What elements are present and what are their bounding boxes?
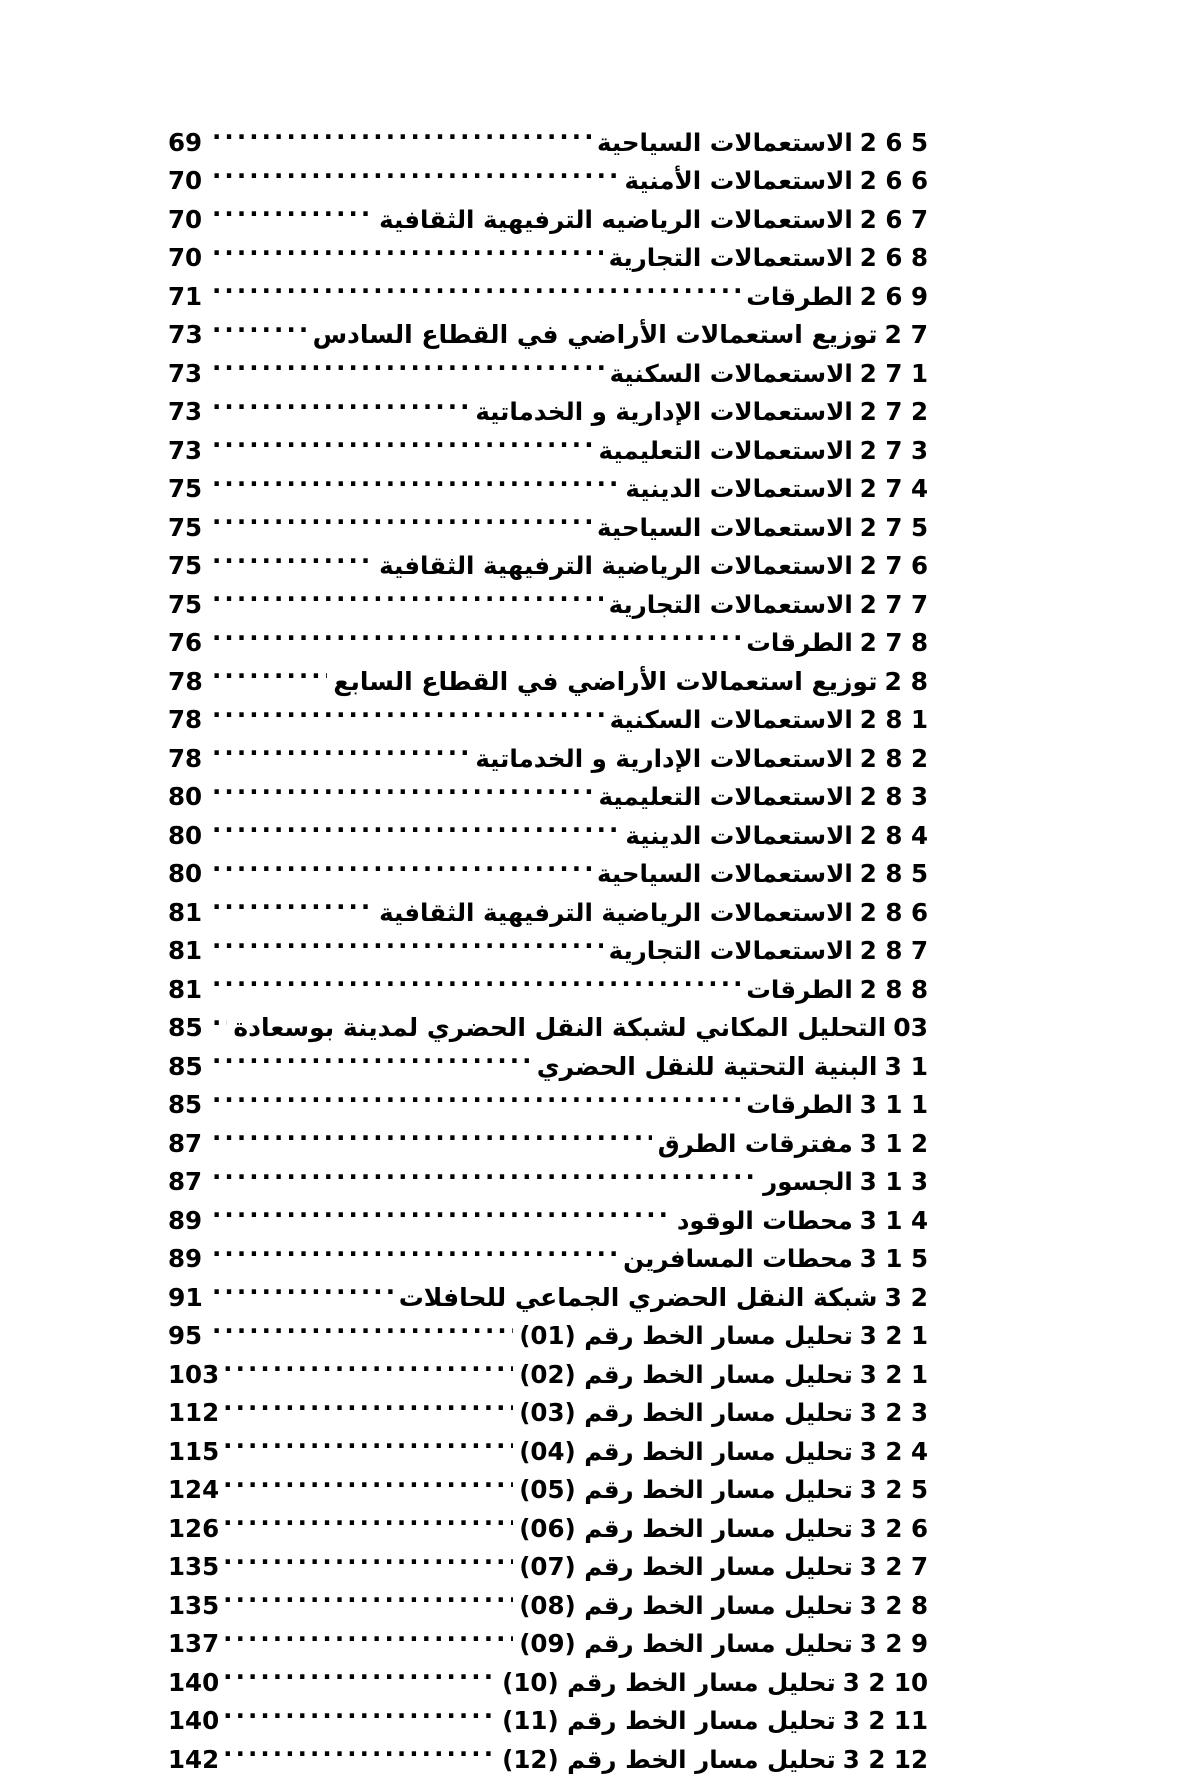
toc-leader-dots xyxy=(223,1575,513,1614)
toc-leader-dots xyxy=(212,151,619,190)
toc-leader-dots xyxy=(212,1075,740,1114)
toc-leader-dots xyxy=(223,1691,496,1730)
toc-leader-dots xyxy=(212,1267,393,1306)
toc-entry-title: الاستعمالات الإدارية و الخدماتية xyxy=(469,740,852,779)
toc-entry-title: الاستعمالات الرياضيه الترفيهية الثقافية xyxy=(373,201,853,240)
toc-entry-title: الطرقات xyxy=(740,971,853,1010)
toc-leader-dots xyxy=(212,266,740,305)
toc-entry-number: 2 8 6 xyxy=(853,894,928,933)
toc-entry-page-number: 95 xyxy=(168,1317,212,1356)
toc-leader-dots xyxy=(212,1036,531,1075)
toc-leader-dots xyxy=(212,382,469,421)
toc-entry-number: 2 7 6 xyxy=(853,547,928,586)
toc-entry-number: 3 2 1 xyxy=(853,1317,928,1356)
toc-entry-number: 3 2 10 xyxy=(836,1664,928,1703)
toc-entry-page-number: 87 xyxy=(168,1163,212,1202)
toc-entry-title: الاستعمالات السياحية xyxy=(591,124,853,163)
toc-entry-title: توزيع استعمالات الأراضي في القطاع السابع xyxy=(327,663,877,702)
toc-entry-number: 2 7 xyxy=(878,316,929,355)
toc-entry-title: تحليل مسار الخط رقم (08) xyxy=(513,1587,853,1626)
toc-entry-number: 3 2 8 xyxy=(853,1587,928,1626)
toc-entry-number: 2 8 7 xyxy=(853,932,928,971)
toc-entry-number: 2 6 6 xyxy=(853,162,928,201)
toc-entry-title: الجسور xyxy=(757,1163,853,1202)
toc-entry-page-number: 76 xyxy=(168,624,212,663)
toc-entry-page-number: 78 xyxy=(168,663,212,702)
toc-entry-page-number: 103 xyxy=(168,1356,223,1395)
toc-entry-number: 3 1 4 xyxy=(853,1202,928,1241)
toc-leader-dots xyxy=(223,1537,513,1576)
toc-entry-number: 2 6 8 xyxy=(853,239,928,278)
toc-entry-number: 2 6 5 xyxy=(853,124,928,163)
toc-leader-dots xyxy=(223,1498,513,1537)
toc-leader-dots xyxy=(223,1614,513,1653)
toc-entry-number: 2 8 5 xyxy=(853,855,928,894)
toc-entry-title: شبكة النقل الحضري الجماعي للحافلات xyxy=(393,1279,878,1318)
toc-entry-number: 2 6 9 xyxy=(853,278,928,317)
toc-entry[interactable] xyxy=(168,112,928,151)
toc-entry-title: تحليل مسار الخط رقم (09) xyxy=(513,1625,853,1664)
toc-leader-dots xyxy=(212,112,591,151)
toc-entry-page-number: 81 xyxy=(168,894,212,933)
toc-entry-number: 3 2 7 xyxy=(853,1548,928,1587)
toc-entry-number: 3 1 1 xyxy=(853,1086,928,1125)
toc-entry-page-number: 75 xyxy=(168,586,212,625)
toc-entry-number: 3 1 3 xyxy=(853,1163,928,1202)
toc-leader-dots xyxy=(212,343,604,382)
toc-leader-dots xyxy=(212,998,227,1037)
toc-entry-number: 2 7 5 xyxy=(853,509,928,548)
toc-entry-page-number: 135 xyxy=(168,1548,223,1587)
toc-leader-dots xyxy=(212,690,604,729)
toc-entry-number: 2 8 2 xyxy=(853,740,928,779)
toc-entry-page-number: 112 xyxy=(168,1394,223,1433)
toc-entry-number: 3 1 xyxy=(878,1048,929,1087)
toc-entry-number: 2 7 8 xyxy=(853,624,928,663)
toc-entry-page-number: 115 xyxy=(168,1433,223,1472)
toc-entry-page-number: 78 xyxy=(168,701,212,740)
toc-entry-number: 2 8 4 xyxy=(853,817,928,856)
toc-entry-number: 2 8 3 xyxy=(853,778,928,817)
toc-entry-page-number: 71 xyxy=(168,278,212,317)
toc-entry-title: تحليل مسار الخط رقم (03) xyxy=(513,1394,853,1433)
toc-leader-dots xyxy=(212,228,603,267)
toc-entry-number: 2 7 7 xyxy=(853,586,928,625)
toc-leader-dots xyxy=(212,882,373,921)
toc-entry-page-number: 140 xyxy=(168,1664,223,1703)
toc-entry-page-number: 80 xyxy=(168,817,212,856)
toc-entry-title: الاستعمالات الدينية xyxy=(619,470,852,509)
toc-entry-number: 03 xyxy=(886,1009,928,1048)
toc-entry-title: الاستعمالات الرياضية الترفيهية الثقافية xyxy=(373,894,853,933)
toc-leader-dots xyxy=(212,1306,513,1345)
toc-entry-title: الطرقات xyxy=(740,624,853,663)
toc-leader-dots xyxy=(223,1421,513,1460)
toc-leader-dots xyxy=(212,536,373,575)
toc-entry-number: 3 2 xyxy=(878,1279,929,1318)
toc-entry-page-number: 73 xyxy=(168,316,212,355)
toc-entry-number: 3 1 2 xyxy=(853,1125,928,1164)
toc-leader-dots xyxy=(212,574,603,613)
toc-entry-title: الطرقات xyxy=(740,278,853,317)
toc-entry-title: الاستعمالات السكنية xyxy=(604,701,853,740)
toc-leader-dots xyxy=(212,459,619,498)
toc-entry-page-number: 137 xyxy=(168,1625,223,1664)
toc-entry-title: الاستعمالات الدينية xyxy=(619,817,852,856)
toc-entry-title: الاستعمالات الإدارية و الخدماتية xyxy=(469,393,852,432)
toc-entry-number: 3 2 6 xyxy=(853,1510,928,1549)
toc-entry-number: 3 1 5 xyxy=(853,1240,928,1279)
toc-entry-page-number: 75 xyxy=(168,470,212,509)
toc-entry-number: 2 8 xyxy=(878,663,929,702)
toc-entry-page-number: 85 xyxy=(168,1048,212,1087)
toc-entry-number: 3 2 5 xyxy=(853,1471,928,1510)
toc-entry-page-number: 73 xyxy=(168,393,212,432)
toc-leader-dots xyxy=(223,1729,496,1768)
toc-entry-page-number: 89 xyxy=(168,1202,212,1241)
toc-entry-page-number: 85 xyxy=(168,1086,212,1125)
toc-leader-dots xyxy=(223,1460,513,1499)
toc-leader-dots xyxy=(212,651,327,690)
toc-entry-title: تحليل مسار الخط رقم (06) xyxy=(513,1510,853,1549)
toc-entry-page-number: 73 xyxy=(168,432,212,471)
toc-entry-title: الاستعمالات السياحية xyxy=(591,855,853,894)
toc-leader-dots xyxy=(212,1152,757,1191)
toc-entry-page-number: 85 xyxy=(168,1009,212,1048)
toc-entry-page-number: 126 xyxy=(168,1510,223,1549)
toc-entry-title: الاستعمالات التعليمية xyxy=(593,432,853,471)
toc-entry-page-number: 73 xyxy=(168,355,212,394)
toc-entry-page-number: 124 xyxy=(168,1471,223,1510)
toc-entry-number: 3 2 11 xyxy=(836,1702,928,1741)
toc-entry-number: 3 2 4 xyxy=(853,1433,928,1472)
toc-entry-title: الاستعمالات الرياضية الترفيهية الثقافية xyxy=(373,547,853,586)
toc-entry-page-number: 70 xyxy=(168,162,212,201)
toc-entry-number: 3 2 12 xyxy=(836,1741,928,1779)
toc-leader-dots xyxy=(212,497,591,536)
toc-entry-title: التحليل المكاني لشبكة النقل الحضري لمدينة بوسعادة xyxy=(227,1009,886,1048)
toc-leader-dots xyxy=(212,805,619,844)
toc-entry-page-number: 80 xyxy=(168,778,212,817)
toc-entry-number: 2 7 2 xyxy=(853,393,928,432)
toc-entry-page-number: 135 xyxy=(168,1587,223,1626)
table-of-contents xyxy=(168,112,928,1768)
toc-entry-number: 3 2 1 xyxy=(853,1356,928,1395)
toc-leader-dots xyxy=(212,1229,617,1268)
toc-entry-title: الاستعمالات السكنية xyxy=(604,355,853,394)
toc-leader-dots xyxy=(212,189,373,228)
toc-entry-title: الطرقات xyxy=(740,1086,853,1125)
toc-entry-page-number: 91 xyxy=(168,1279,212,1318)
toc-entry-page-number: 75 xyxy=(168,547,212,586)
toc-entry-title: تحليل مسار الخط رقم (12) xyxy=(496,1741,836,1779)
toc-entry-page-number: 69 xyxy=(168,124,212,163)
toc-entry-title: تحليل مسار الخط رقم (10) xyxy=(496,1664,836,1703)
toc-entry-page-number: 140 xyxy=(168,1702,223,1741)
toc-entry-title: تحليل مسار الخط رقم (04) xyxy=(513,1433,853,1472)
toc-entry-page-number: 89 xyxy=(168,1240,212,1279)
toc-entry-page-number: 81 xyxy=(168,932,212,971)
toc-entry-title: توزيع استعمالات الأراضي في القطاع السادس xyxy=(307,316,878,355)
toc-leader-dots xyxy=(223,1344,513,1383)
toc-leader-dots xyxy=(212,844,591,883)
toc-entry-number: 2 7 3 xyxy=(853,432,928,471)
toc-entry-number: 2 8 1 xyxy=(853,701,928,740)
toc-entry-title: تحليل مسار الخط رقم (07) xyxy=(513,1548,853,1587)
toc-entry-page-number: 142 xyxy=(168,1741,223,1779)
toc-leader-dots xyxy=(212,767,593,806)
toc-entry-number: 3 2 3 xyxy=(853,1394,928,1433)
toc-leader-dots xyxy=(212,959,740,998)
toc-leader-dots xyxy=(212,613,740,652)
toc-entry-title: تحليل مسار الخط رقم (01) xyxy=(513,1317,853,1356)
toc-entry-number: 3 2 9 xyxy=(853,1625,928,1664)
toc-entry-title: البنية التحتية للنقل الحضري xyxy=(531,1048,878,1087)
toc-leader-dots xyxy=(212,728,469,767)
toc-entry-title: الاستعمالات التجارية xyxy=(603,932,853,971)
toc-entry-title: محطات الوقود xyxy=(671,1202,853,1241)
toc-entry-page-number: 70 xyxy=(168,239,212,278)
toc-entry-page-number: 81 xyxy=(168,971,212,1010)
toc-entry-number: 2 7 1 xyxy=(853,355,928,394)
toc-entry-title: محطات المسافرين xyxy=(617,1240,853,1279)
toc-leader-dots xyxy=(212,420,593,459)
toc-leader-dots xyxy=(223,1652,496,1691)
toc-entry-number: 2 7 4 xyxy=(853,470,928,509)
toc-entry-page-number: 78 xyxy=(168,740,212,779)
toc-entry-title: تحليل مسار الخط رقم (02) xyxy=(513,1356,853,1395)
toc-entry-title: مفترقات الطرق xyxy=(652,1125,853,1164)
toc-leader-dots xyxy=(212,921,603,960)
toc-entry-title: تحليل مسار الخط رقم (05) xyxy=(513,1471,853,1510)
toc-entry-page-number: 87 xyxy=(168,1125,212,1164)
toc-leader-dots xyxy=(223,1383,513,1422)
toc-entry-page-number: 70 xyxy=(168,201,212,240)
toc-entry-number: 2 6 7 xyxy=(853,201,928,240)
toc-entry-page-number: 75 xyxy=(168,509,212,548)
toc-entry-title: الاستعمالات السياحية xyxy=(591,509,853,548)
toc-entry-title: الاستعمالات التجارية xyxy=(603,586,853,625)
toc-leader-dots xyxy=(212,1190,671,1229)
toc-entry-title: الاستعمالات الأمنية xyxy=(619,162,853,201)
toc-leader-dots xyxy=(212,305,307,344)
toc-entry-title: الاستعمالات التجارية xyxy=(603,239,853,278)
toc-leader-dots xyxy=(212,1113,652,1152)
toc-entry-page-number: 80 xyxy=(168,855,212,894)
toc-entry-title: تحليل مسار الخط رقم (11) xyxy=(496,1702,836,1741)
toc-entry-title: الاستعمالات التعليمية xyxy=(593,778,853,817)
toc-entry-number: 2 8 8 xyxy=(853,971,928,1010)
